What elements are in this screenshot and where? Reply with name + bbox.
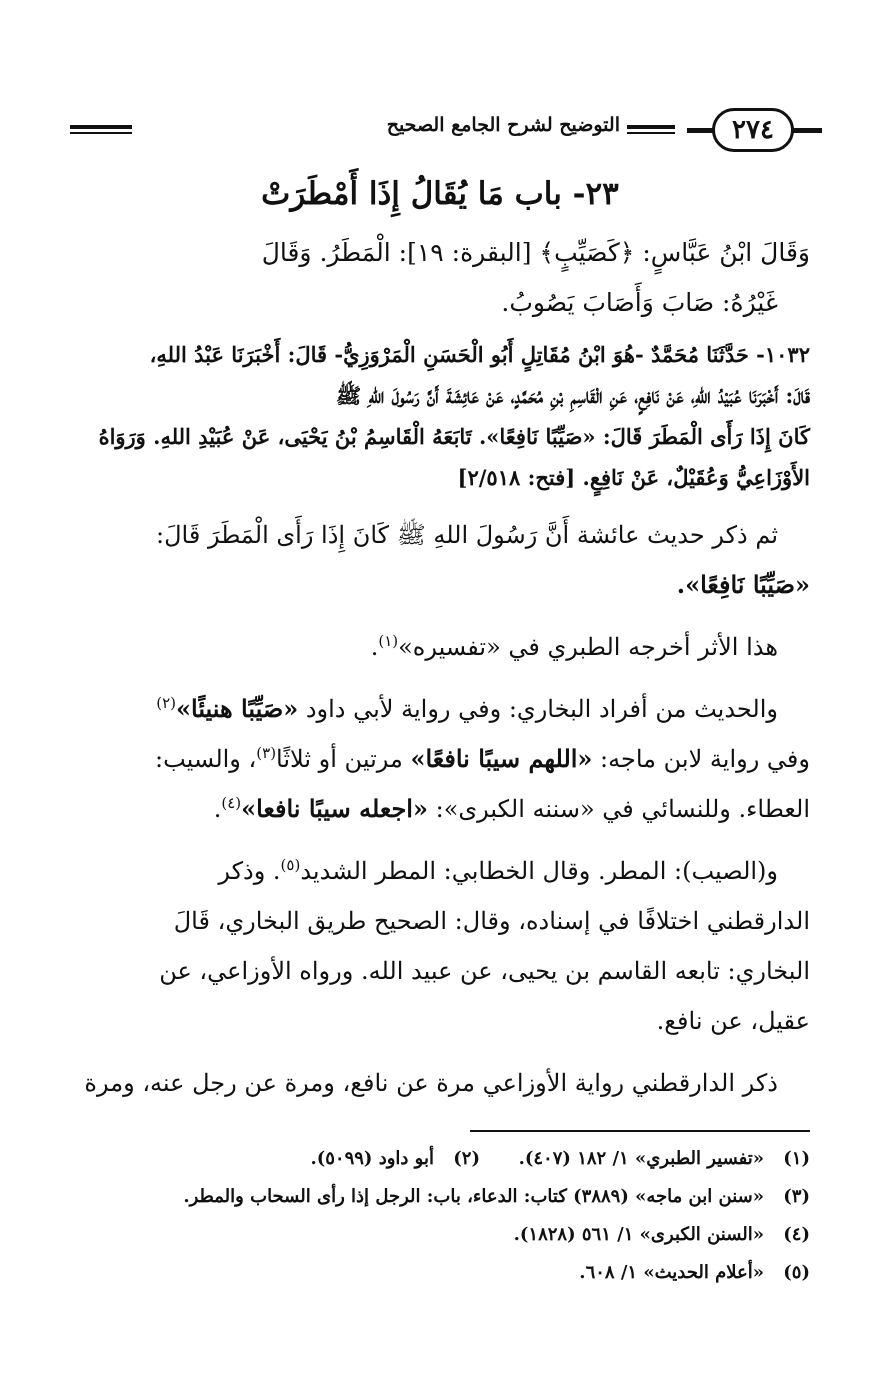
paragraph-text: هذا الأثر أخرجه الطبري في «تفسيره» bbox=[398, 633, 778, 661]
footnote-ref: (١) bbox=[378, 632, 399, 650]
paragraph-line: عقيل، عن نافع. bbox=[656, 1007, 810, 1035]
book-page bbox=[70, 100, 810, 1292]
footnote bbox=[70, 1254, 810, 1292]
paragraph-text: والحديث من أفراد البخاري: وفي رواية لأبي داود bbox=[298, 695, 778, 723]
running-header bbox=[70, 100, 810, 162]
paragraph-text: وفي رواية لابن ماجه: bbox=[592, 745, 810, 773]
footnote-text: «السنن الكبرى» ١/ ٥٦١ (١٨٢٨). bbox=[513, 1224, 764, 1245]
hadith-block bbox=[70, 334, 810, 498]
verse-line: غَيْرُهُ: صَابَ وَأَصَابَ يَصُوبُ. bbox=[501, 288, 778, 317]
chapter-title: ٢٣- باب مَا يُقَالُ إِذَا أَمْطَرَتْ bbox=[261, 176, 619, 212]
footnote-ref: (٣) bbox=[256, 744, 277, 762]
paragraph-line: العطاء. وللنسائي في «سننه الكبرى»: «اجعله سيبًا نافعا»$^{(٤)}$. bbox=[213, 794, 810, 823]
paragraph-text: و(الصيب): المطر. وقال الخطابي: المطر الشديد bbox=[300, 857, 778, 885]
running-title: التوضيح لشرح الجامع الصحيح bbox=[386, 114, 620, 136]
footnote-row bbox=[70, 1140, 810, 1178]
footnote-text: «سنن ابن ماجه» (٣٨٨٩) كتاب: الدعاء، باب: الرجل إذا رأى السحاب والمطر. bbox=[183, 1186, 764, 1207]
hadith-line: كَانَ إِذَا رَأَى الْمَطَرَ قَالَ: «صَيِّبًا نَافِعًا». تَابَعَهُ الْقَاسِمُ بْنُ يَحْيَى، عَنْ عُبَيْدِ اللهِ. وَرَوَاهُ bbox=[98, 424, 810, 449]
footnotes bbox=[70, 1140, 810, 1292]
paragraph-text: مرتين أو ثلاثًا bbox=[276, 745, 411, 773]
paragraph-line: ذكر الدارقطني رواية الأوزاعي مرة عن نافع، ومرة عن رجل عنه، ومرة bbox=[84, 1069, 778, 1097]
verse-line: وَقَالَ ابْنُ عَبَّاسٍ: ﴿كَصَيِّبٍ﴾ [البقرة: ١٩]: الْمَطَرُ. وَقَالَ bbox=[261, 238, 810, 267]
paragraph-line bbox=[70, 684, 810, 734]
paragraph-line: البخاري: تابعه القاسم بن يحيى، عن عبيد الله. ورواه الأوزاعي، عن bbox=[159, 957, 810, 985]
paragraph-line bbox=[70, 846, 810, 896]
footnote bbox=[480, 1140, 810, 1178]
footnote-ref: (٢) bbox=[156, 694, 176, 712]
footnote-number: (٥) bbox=[783, 1262, 810, 1283]
paragraph-line: «صَيِّبًا نَافِعًا». bbox=[676, 570, 810, 599]
hadith-line: الأَوْزَاعِيُّ وَعُقَيْلٌ، عَنْ نَافِعٍ. [فتح: ٢/٥١٨] bbox=[457, 465, 810, 490]
bold-quote: «اجعله سيبًا نافعا» bbox=[241, 794, 428, 823]
footnote-ref: (٤) bbox=[221, 794, 242, 812]
footnote-text: «تفسير الطبري» ١/ ١٨٢ (٤٠٧). bbox=[518, 1148, 764, 1169]
bold-quote: «اللهم سيبًا نافعًا» bbox=[410, 744, 593, 773]
header-rule bbox=[70, 132, 132, 134]
footnote-number: (٢) bbox=[453, 1148, 480, 1169]
footnote bbox=[70, 1178, 810, 1216]
footnote-number: (١) bbox=[783, 1148, 810, 1169]
footnote-text: «أعلام الحديث» ١/ ٦٠٨. bbox=[579, 1262, 764, 1283]
hadith-line: ١٠٣٢- حَدَّثَنَا مُحَمَّدٌ -هُوَ ابْنُ مُقَاتِلٍ أَبُو الْحَسَنِ الْمَرْوَزِيُّ- قَالَ: أَخْبَرَنَا عَبْدُ اللهِ، bbox=[149, 342, 810, 367]
header-rule bbox=[627, 125, 675, 129]
page-number-ornament bbox=[687, 108, 822, 152]
paragraph-line: ثم ذكر حديث عائشة أَنَّ رَسُولَ اللهِ ﷺ كَانَ إِذَا رَأَى الْمَطَرَ قَالَ: bbox=[156, 521, 778, 549]
footnote-number: (٤) bbox=[783, 1224, 810, 1245]
paragraph: هذا الأثر أخرجه الطبري في «تفسيره»$^{(١)}$. bbox=[370, 632, 778, 661]
footnote-number: (٣) bbox=[783, 1186, 810, 1207]
paragraph-line bbox=[70, 734, 810, 784]
paragraph-text: ، والسيب: bbox=[155, 745, 257, 773]
footnote-separator bbox=[470, 1130, 810, 1132]
paragraph-text: . وذكر bbox=[218, 857, 281, 885]
bold-quote: «صَيِّبًا هنيئًا» bbox=[176, 694, 299, 723]
verse-block bbox=[70, 228, 810, 328]
commentary bbox=[70, 510, 810, 1108]
footnote bbox=[310, 1140, 480, 1178]
hadith-line: قَالَ: أَخْبَرَنَا عُبَيْدُ اللهِ، عَنْ نَافِعٍ، عَنِ الْقَاسِمِ بْنِ مُحَمَّدٍ، عَنْ عَائِشَةَ أَنَّ رَسُولَ اللهِ ﷺ bbox=[335, 383, 810, 408]
header-rule bbox=[70, 125, 132, 129]
footnote-ref: (٥) bbox=[280, 856, 301, 874]
header-rule bbox=[627, 132, 675, 134]
footnote bbox=[70, 1216, 810, 1254]
footnote-text: أبو داود (٥٠٩٩). bbox=[310, 1148, 434, 1169]
paragraph-line: الدارقطني اختلافًا في إسناده، وقال: الصحيح طريق البخاري، قَالَ bbox=[173, 907, 810, 935]
paragraph-text: العطاء. وللنسائي في «سننه الكبرى»: bbox=[427, 795, 810, 823]
page-number: ٢٧٤ bbox=[712, 108, 794, 152]
